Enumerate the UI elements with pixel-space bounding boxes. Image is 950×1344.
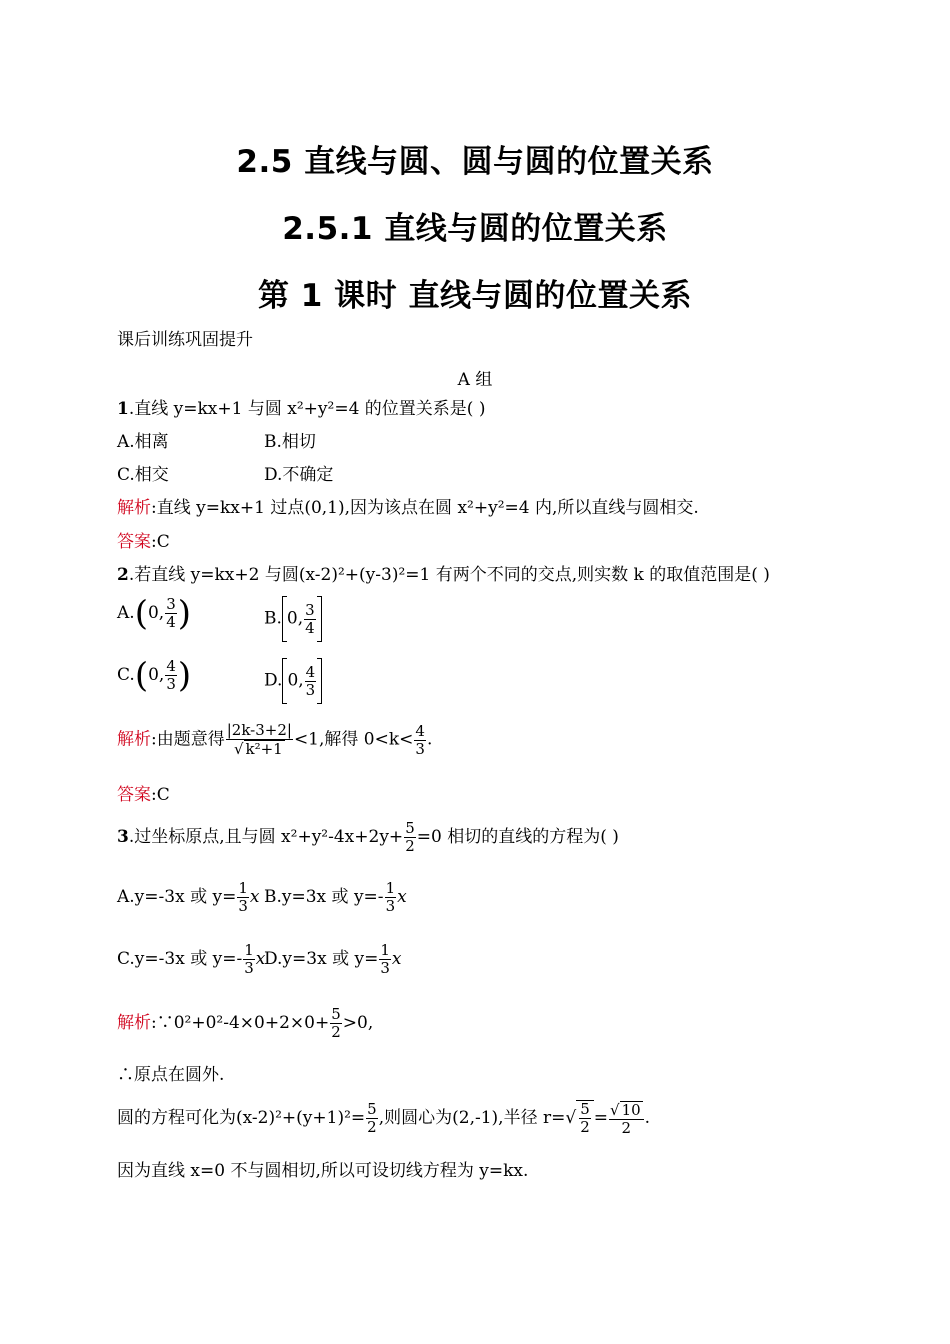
question-stem: .过坐标原点,且与圆 x²+y²-4x+2y+ bbox=[128, 827, 404, 847]
q3-analysis-line-2: ∴原点在圆外. bbox=[117, 1065, 225, 1085]
analysis-text: <1,解得 0<k< bbox=[293, 729, 414, 750]
variable: x bbox=[391, 949, 402, 969]
fraction bbox=[379, 942, 391, 977]
fraction bbox=[305, 664, 317, 699]
denominator: 2 bbox=[405, 837, 415, 855]
denominator: 2 bbox=[621, 1118, 632, 1137]
equals: = bbox=[593, 1108, 608, 1128]
q2-option-d bbox=[264, 658, 322, 704]
numerator: 5 bbox=[580, 1100, 590, 1118]
denominator: 2 bbox=[367, 1118, 377, 1136]
denominator: √ k²+1 bbox=[233, 740, 283, 758]
numerator: √ 10 bbox=[609, 1101, 644, 1120]
lesson-title: 第 1 课时 直线与圆的位置关系 bbox=[258, 278, 692, 314]
variable: x bbox=[255, 949, 266, 969]
numerator: 1 bbox=[238, 879, 248, 897]
interval-start: 0, bbox=[287, 670, 304, 691]
question-stem: =0 相切的直线的方程为( ) bbox=[416, 827, 619, 847]
denominator: 3 bbox=[166, 675, 176, 693]
q1-option-c: C.相交 bbox=[117, 465, 169, 485]
q1-option-b: B.相切 bbox=[264, 432, 316, 452]
interval-start: 0, bbox=[286, 608, 304, 629]
denominator: 4 bbox=[166, 613, 176, 631]
question-1 bbox=[117, 398, 485, 420]
fraction bbox=[404, 820, 416, 855]
numerator: 1 bbox=[380, 941, 390, 959]
group-label: A 组 bbox=[457, 370, 493, 390]
fraction bbox=[579, 1101, 591, 1136]
radicand: 10 bbox=[621, 1100, 641, 1119]
option-letter: C. bbox=[117, 665, 135, 685]
numerator: 5 bbox=[405, 819, 415, 837]
analysis-label: 解析 bbox=[117, 729, 151, 750]
interval-start: 0, bbox=[148, 665, 165, 685]
left-paren: ( bbox=[134, 593, 148, 634]
radicand: k²+1 bbox=[245, 740, 283, 758]
denominator: 3 bbox=[244, 959, 254, 977]
denominator: 2 bbox=[331, 1023, 341, 1041]
analysis-text: :∵0²+0²-4×0+2×0+ bbox=[151, 1013, 330, 1033]
denominator: 3 bbox=[305, 680, 316, 699]
variable: x bbox=[397, 887, 407, 907]
q2-answer bbox=[117, 784, 170, 806]
question-number: 2 bbox=[117, 565, 129, 585]
fraction bbox=[226, 722, 293, 758]
chapter-title: 2.5 直线与圆、圆与圆的位置关系 bbox=[236, 144, 714, 180]
question-stem: .直线 y=kx+1 与圆 x²+y²=4 的位置关系是( ) bbox=[128, 399, 486, 419]
option-text: B.y=3x 或 y=- bbox=[264, 887, 384, 907]
denominator: 3 bbox=[385, 897, 396, 915]
q3-option-c bbox=[117, 942, 265, 977]
numerator: 3 bbox=[166, 595, 176, 613]
fraction bbox=[385, 880, 397, 915]
denominator: 3 bbox=[380, 959, 390, 977]
answer-label: 答案 bbox=[117, 785, 151, 805]
question-number: 1 bbox=[117, 399, 129, 419]
question-stem: .若直线 y=kx+2 与圆(x-2)²+(y-3)²=1 有两个不同的交点,则实数 k 的取值范围是( ) bbox=[128, 565, 770, 585]
fraction bbox=[243, 942, 255, 977]
q2-option-b bbox=[264, 596, 322, 642]
answer-text: :C bbox=[151, 785, 170, 805]
right-paren: ) bbox=[177, 593, 191, 634]
numerator: 3 bbox=[305, 600, 315, 619]
q3-analysis-line-4: 因为直线 x=0 不与圆相切,所以可设切线方程为 y=kx. bbox=[117, 1161, 529, 1181]
denominator: 3 bbox=[415, 739, 425, 758]
q3-analysis-line-3 bbox=[117, 1100, 650, 1137]
right-bracket bbox=[317, 596, 322, 642]
fraction bbox=[330, 1006, 342, 1041]
numerator: 4 bbox=[415, 721, 425, 740]
analysis-label: 解析 bbox=[117, 498, 151, 518]
question-number: 3 bbox=[117, 827, 129, 847]
option-text: A.y=-3x 或 y= bbox=[117, 887, 237, 907]
option-text: D.y=3x 或 y= bbox=[264, 949, 379, 969]
fraction bbox=[304, 602, 316, 637]
option-letter: D. bbox=[264, 670, 283, 691]
radical-sign: √ bbox=[565, 1108, 577, 1128]
denominator: 2 bbox=[580, 1118, 590, 1136]
numerator: 4 bbox=[166, 657, 176, 675]
fraction bbox=[609, 1101, 644, 1137]
question-3 bbox=[117, 820, 619, 855]
numerator: 5 bbox=[367, 1100, 377, 1118]
q2-option-c bbox=[117, 655, 192, 696]
period: . bbox=[644, 1108, 651, 1128]
numerator: 5 bbox=[331, 1005, 341, 1023]
q1-analysis bbox=[117, 497, 699, 519]
denominator: 3 bbox=[238, 897, 248, 915]
right-bracket bbox=[317, 658, 322, 704]
q1-option-a: A.相离 bbox=[117, 432, 169, 452]
analysis-text: :直线 y=kx+1 过点(0,1),因为该点在圆 x²+y²=4 内,所以直线与圆相交. bbox=[151, 498, 699, 518]
denominator: 4 bbox=[305, 618, 315, 637]
question-2 bbox=[117, 564, 770, 586]
right-paren: ) bbox=[177, 655, 192, 696]
numerator: 1 bbox=[385, 879, 396, 897]
q3-option-d bbox=[264, 942, 401, 977]
fraction bbox=[414, 723, 426, 758]
interval-start: 0, bbox=[147, 603, 165, 623]
section-heading: 课后训练巩固提升 bbox=[117, 330, 253, 350]
fraction bbox=[165, 596, 177, 631]
fraction bbox=[366, 1101, 378, 1136]
option-letter: A. bbox=[117, 603, 135, 623]
analysis-text: >0, bbox=[342, 1013, 374, 1033]
analysis-text: :由题意得 bbox=[151, 729, 225, 750]
q3-analysis bbox=[117, 1006, 373, 1041]
fraction bbox=[165, 658, 177, 693]
period: . bbox=[426, 729, 433, 750]
numerator: 4 bbox=[305, 662, 316, 681]
q1-option-d: D.不确定 bbox=[264, 465, 334, 485]
variable: x bbox=[249, 887, 260, 907]
q2-analysis bbox=[117, 722, 432, 758]
q2-option-a bbox=[117, 593, 191, 634]
answer-text: :C bbox=[151, 532, 170, 552]
numerator: |2k-3+2| bbox=[226, 721, 292, 739]
section-title: 2.5.1 直线与圆的位置关系 bbox=[282, 211, 668, 247]
radical bbox=[576, 1100, 594, 1136]
q1-answer bbox=[117, 531, 170, 553]
analysis-text: 圆的方程可化为(x-2)²+(y+1)²= bbox=[117, 1108, 366, 1128]
option-text: C.y=-3x 或 y=- bbox=[117, 949, 243, 969]
option-letter: B. bbox=[264, 608, 282, 629]
q3-option-b bbox=[264, 880, 407, 915]
left-paren: ( bbox=[134, 655, 149, 696]
answer-label: 答案 bbox=[117, 532, 151, 552]
analysis-label: 解析 bbox=[117, 1013, 151, 1033]
q3-option-a bbox=[117, 880, 259, 915]
analysis-text: ,则圆心为(2,-1),半径 r= bbox=[378, 1108, 566, 1128]
fraction bbox=[237, 880, 249, 915]
numerator: 1 bbox=[244, 941, 254, 959]
